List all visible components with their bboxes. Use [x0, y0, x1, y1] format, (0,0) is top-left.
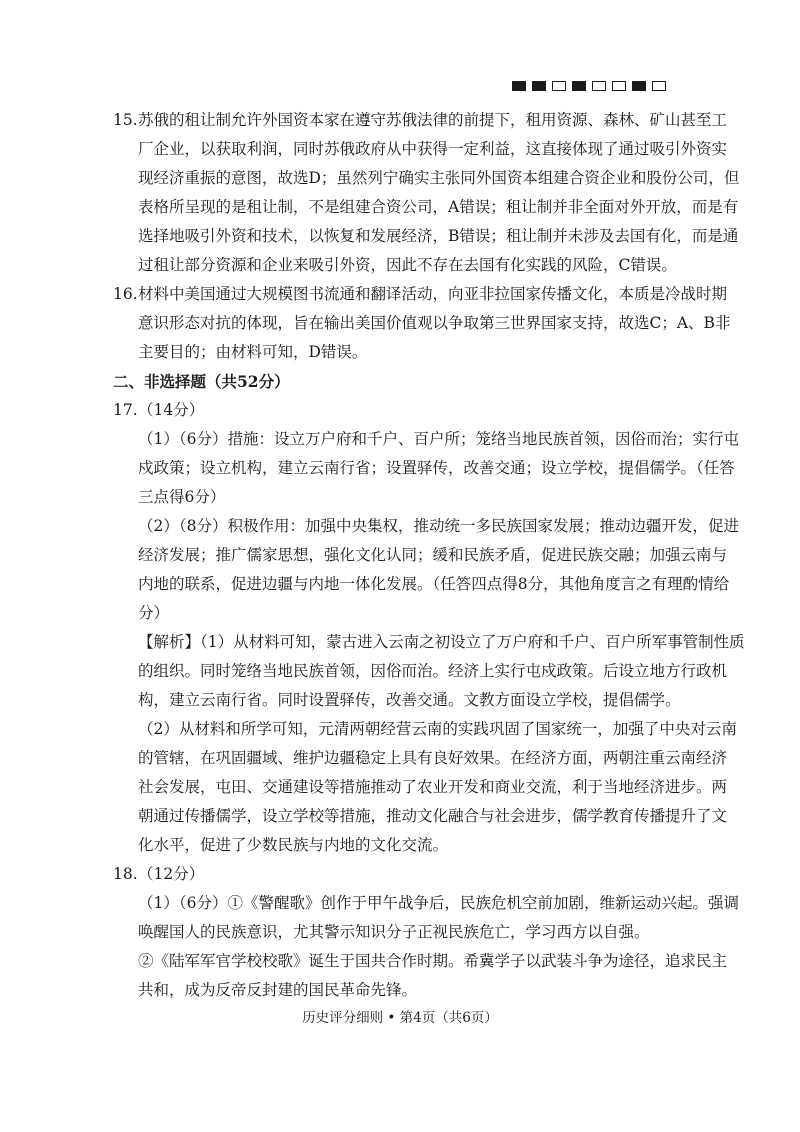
- line-text: 唤醒国人的民族意识，尤其警示知识分子正视民族危亡，学习西方以自强。: [138, 923, 650, 941]
- line-text: 材料中美国通过大规模图书流通和翻译活动，向亚非拉国家传播文化，本质是冷战时期: [138, 285, 728, 303]
- text-line: [113, 686, 703, 715]
- line-text: 现经济重振的意图，故选D；虽然列宁确实主张同外国资本组建合资企业和股份公司，但: [138, 169, 740, 187]
- header-mark-5: [592, 81, 606, 91]
- page-footer: 历史评分细则 • 第4页（共6页）: [302, 1010, 498, 1026]
- question-number: 15.: [113, 111, 138, 129]
- line-text: 厂企业，以获取利润，同时苏俄政府从中获得一定利益，这直接体现了通过吸引外资实: [138, 140, 728, 158]
- line-text: 分）: [138, 604, 170, 622]
- header-mark-1: [512, 81, 526, 91]
- text-line: [113, 628, 745, 657]
- text-line: [113, 106, 728, 135]
- header-mark-2: [532, 81, 546, 91]
- line-text: （2）从材料和所学可知，元清两朝经营云南的实践巩固了国家统一，加强了中央对云南: [138, 720, 737, 738]
- text-line: [113, 889, 739, 918]
- text-line: [113, 802, 728, 831]
- text-line: [113, 396, 703, 425]
- line-text: 意识形态对抗的体现，旨在输出美国价值观以争取第三世界国家支持，故选C；A、B非: [138, 314, 731, 332]
- line-text: （1）（6分）①《警醒歌》创作于甲午战争后，民族危机空前加剧，维新运动兴起。强调: [138, 894, 739, 912]
- line-text: 过租让部分资源和企业来吸引外资，因此不存在去国有化实践的风险，C错误。: [138, 256, 677, 274]
- text-line: [113, 135, 728, 164]
- text-line: [113, 860, 703, 889]
- line-text: 经济发展；推广儒家思想，强化文化认同；缓和民族矛盾，促进民族交融；加强云南与: [138, 546, 728, 564]
- header-mark-4: [572, 81, 586, 91]
- text-line: [113, 599, 703, 628]
- line-text: （14分）: [138, 401, 205, 419]
- line-text: 主要目的；由材料可知，D错误。: [138, 343, 368, 361]
- header-mark-6: [612, 81, 626, 91]
- text-line: [113, 483, 703, 512]
- text-line: [113, 454, 735, 483]
- header-mark-3: [552, 81, 566, 91]
- text-line: [113, 338, 703, 367]
- line-text: ②《陆军军官学校校歌》诞生于国共合作时期。希冀学子以武装斗争为途径，追求民主: [138, 952, 728, 970]
- question-number: 17.: [113, 401, 138, 419]
- line-text: 社会发展，屯田、交通建设等措施推动了农业开发和商业交流，利于当地经济进步。两: [138, 778, 728, 796]
- line-text: 朝通过传播儒学，设立学校等措施，推动文化融合与社会进步，儒学教育传播提升了文: [138, 807, 728, 825]
- line-text: 三点得6分）: [138, 488, 226, 506]
- line-text: 选择地吸引外资和技术，以恢复和发展经济，B错误；租让制并未涉及去国有化，而是通: [138, 227, 739, 245]
- text-line: [113, 425, 739, 454]
- text-line: [113, 222, 739, 251]
- text-line: [113, 164, 740, 193]
- line-text: 二、非选择题（共52分）: [113, 372, 290, 391]
- text-line: [113, 309, 731, 338]
- text-line: [113, 773, 728, 802]
- line-text: （1）（6分）措施：设立万户府和千户、百户所；笼络当地民族首领，因俗而治；实行屯: [138, 430, 739, 448]
- line-text: 共和，成为反帝反封建的国民革命先锋。: [138, 981, 418, 999]
- text-line: [113, 193, 739, 222]
- text-line: [113, 947, 728, 976]
- text-line: [113, 976, 703, 1005]
- line-text: 构，建立云南行省。同时设置驿传，改善交通。文教方面设立学校，提倡儒学。: [138, 691, 681, 709]
- document-body: [113, 106, 745, 1005]
- header-mark-8: [652, 81, 666, 91]
- line-text: 【解析】（1）从材料可知，蒙古进入云南之初设立了万户府和千户、百户所军事管制性质: [138, 633, 745, 651]
- text-line: [113, 280, 728, 309]
- question-number: 16.: [113, 285, 138, 303]
- line-text: （2）（8分）积极作用：加强中央集权，推动统一多民族国家发展；推动边疆开发，促进: [138, 517, 739, 535]
- text-line: [113, 918, 703, 947]
- line-text: （12分）: [138, 865, 205, 883]
- question-number: 18.: [113, 865, 138, 883]
- header-marks: [512, 81, 666, 91]
- text-line: [113, 831, 703, 860]
- text-line: [113, 541, 728, 570]
- line-text: 的组织。同时笼络当地民族首领，因俗而治。经济上实行屯戍政策。后设立地方行政机: [138, 662, 728, 680]
- line-text: 表格所呈现的是租让制，不是组建合资公司，A错误；租让制并非全面对外开放，而是有: [138, 198, 739, 216]
- text-line: [113, 570, 730, 599]
- line-text: 戍政策；设立机构，建立云南行省；设置驿传，改善交通；设立学校，提倡儒学。（任答: [138, 459, 735, 477]
- line-text: 内地的联系，促进边疆与内地一体化发展。（任答四点得8分，其他角度言之有理酌情给: [138, 575, 730, 593]
- text-line: [113, 715, 737, 744]
- text-line: [113, 512, 739, 541]
- header-mark-7: [632, 81, 646, 91]
- text-line: [113, 367, 703, 396]
- line-text: 苏俄的租让制允许外国资本家在遵守苏俄法律的前提下，租用资源、森林、矿山甚至工: [138, 111, 728, 129]
- line-text: 化水平，促进了少数民族与内地的文化交流。: [138, 836, 449, 854]
- text-line: [113, 744, 728, 773]
- text-line: [113, 657, 728, 686]
- text-line: [113, 251, 703, 280]
- line-text: 的管辖，在巩固疆域、维护边疆稳定上具有良好效果。在经济方面，两朝注重云南经济: [138, 749, 728, 767]
